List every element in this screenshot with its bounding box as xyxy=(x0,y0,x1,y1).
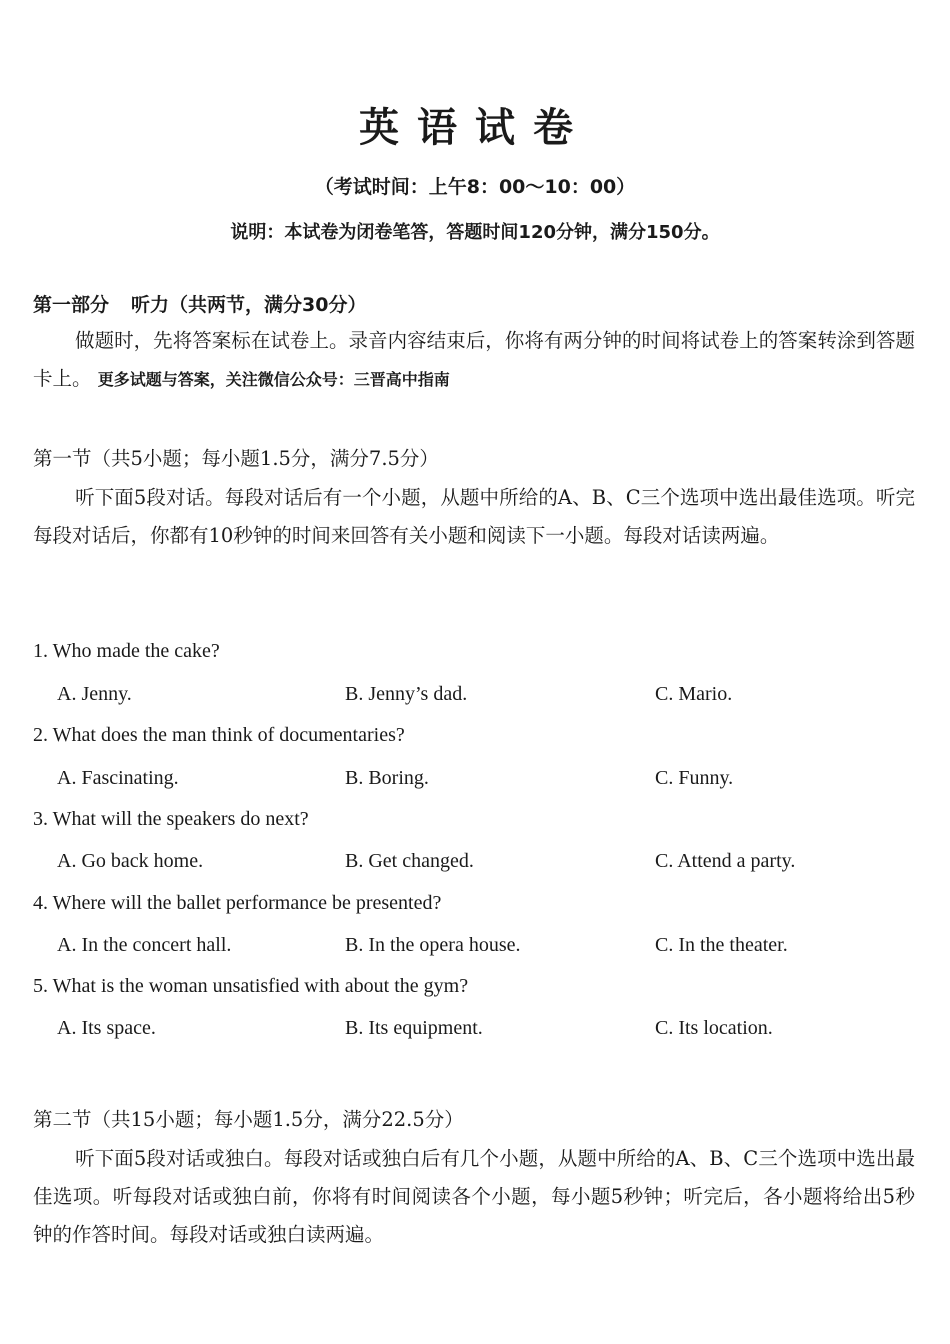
part1-heading xyxy=(33,290,366,317)
promo-text: 更多试题与答案，关注微信公众号：三晋高中指南 xyxy=(97,370,450,389)
section2-instructions xyxy=(33,1140,915,1254)
section1-instructions xyxy=(33,479,915,555)
question-3-stem: 3. What will the speakers do next? xyxy=(33,808,309,830)
question-4-option-c: C. In the theater. xyxy=(655,934,788,956)
question-1-option-a: A. Jenny. xyxy=(57,683,132,705)
question-5-option-c: C. Its location. xyxy=(655,1017,773,1039)
section2-instructions-text: 听下面5段对话或独白。每段对话或独白后有几个小题，从题中所给的A、B、C三个选项中选出最佳选项。听每段对话或独白前，你将有时间阅读各个小题，每小题5秒钟；听完后，各小题将给出5秒钟的作答时间。每段对话或独白读两遍。 xyxy=(33,1147,915,1246)
part1-title: 听力（共两节，满分30分） xyxy=(131,294,367,316)
question-1-option-b: B. Jenny’s dad. xyxy=(345,683,468,705)
question-5-option-b: B. Its equipment. xyxy=(345,1017,483,1039)
question-2-option-b: B. Boring. xyxy=(345,767,429,789)
question-4-option-a: A. In the concert hall. xyxy=(57,934,232,956)
part1-instructions-text: 做题时，先将答案标在试卷上。录音内容结束后，你将有两分钟的时间将试卷上的答案转涂到答题卡上。 xyxy=(33,329,915,390)
question-1-stem: 1. Who made the cake? xyxy=(33,640,220,662)
exam-title: 英语试卷 xyxy=(359,105,591,151)
question-5-option-a: A. Its space. xyxy=(57,1017,156,1039)
question-4-stem: 4. Where will the ballet performance be presented? xyxy=(33,892,442,914)
question-1-option-c: C. Mario. xyxy=(655,683,733,705)
part1-instructions xyxy=(33,322,915,399)
question-3-option-b: B. Get changed. xyxy=(345,850,474,872)
exam-time: （考试时间：上午8：00～10：00） xyxy=(314,176,636,198)
section1-instructions-text: 听下面5段对话。每段对话后有一个小题，从题中所给的A、B、C三个选项中选出最佳选项。听完每段对话后，你都有10秒钟的时间来回答有关小题和阅读下一小题。每段对话读两遍。 xyxy=(33,486,915,547)
question-3-option-c: C. Attend a party. xyxy=(655,850,796,872)
question-5-stem: 5. What is the woman unsatisfied with about the gym? xyxy=(33,975,469,997)
question-2-option-c: C. Funny. xyxy=(655,767,734,789)
exam-note: 说明：本试卷为闭卷笔答，答题时间120分钟，满分150分。 xyxy=(230,222,720,243)
question-3-option-a: A. Go back home. xyxy=(57,850,204,872)
question-4-option-b: B. In the opera house. xyxy=(345,934,521,956)
section1-heading: 第一节（共5小题；每小题1.5分，满分7.5分） xyxy=(33,447,439,470)
part1-label: 第一部分 xyxy=(33,294,110,316)
section2-heading: 第二节（共15小题；每小题1.5分，满分22.5分） xyxy=(33,1108,464,1131)
question-2-stem: 2. What does the man think of documentaries? xyxy=(33,724,405,746)
question-2-option-a: A. Fascinating. xyxy=(57,767,179,789)
